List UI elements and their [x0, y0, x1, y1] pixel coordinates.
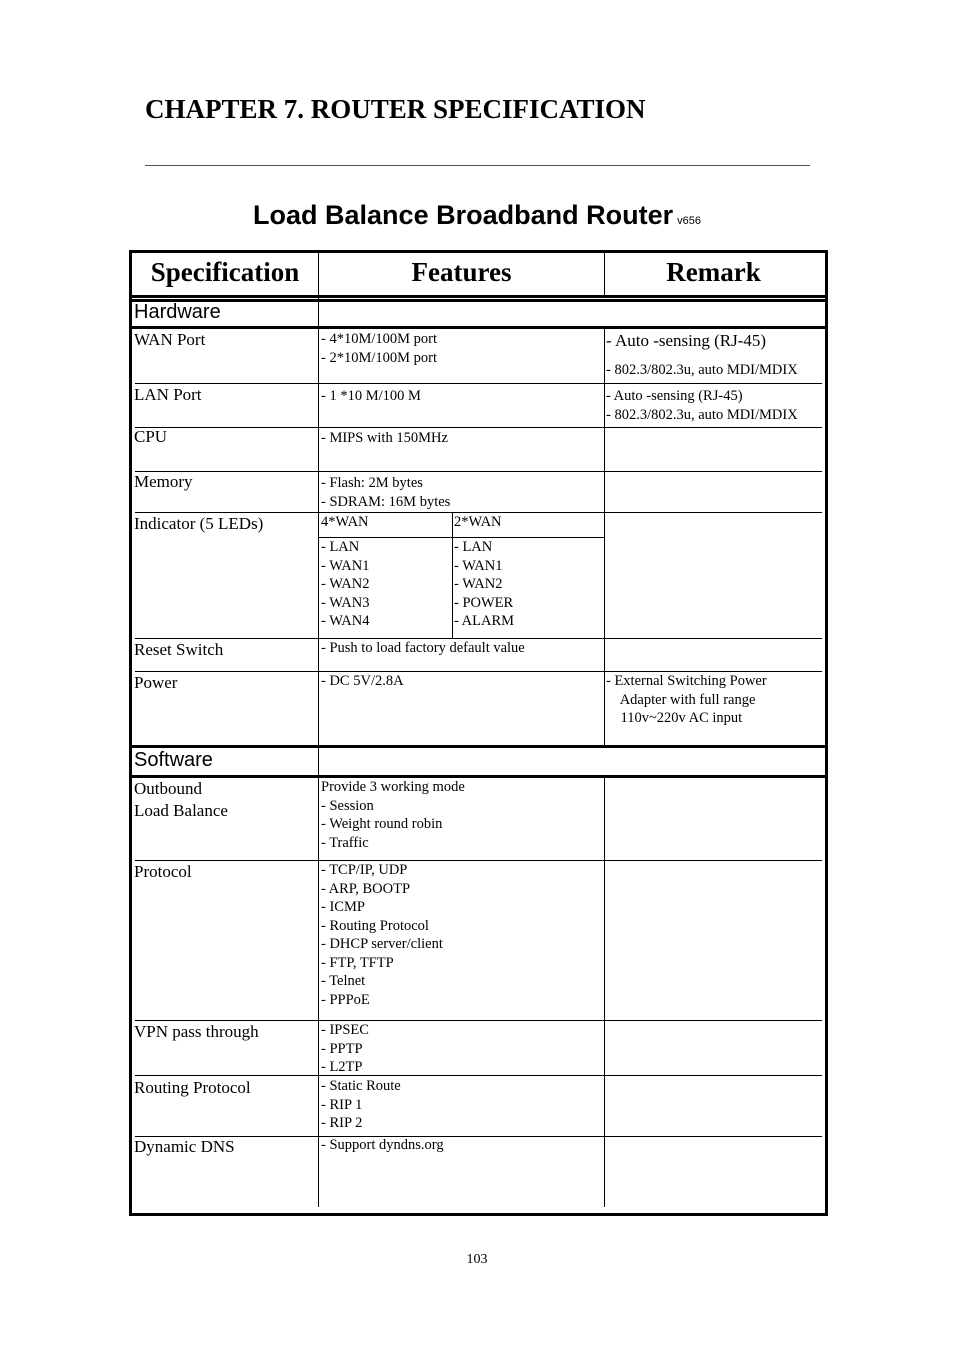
header-remark: Remark	[666, 257, 761, 287]
section-hardware: Hardware	[134, 301, 221, 323]
features-protocol: - TCP/IP, UDP - ARP, BOOTP - ICMP - Routing Protocol - DHCP server/client - FTP, TFTP - Telnet - PPPoE	[321, 862, 443, 1008]
chapter-title: CHAPTER 7. ROUTER SPECIFICATION	[145, 94, 646, 124]
row-rule	[135, 471, 822, 472]
indicator-header-4wan: 4*WAN	[321, 514, 369, 530]
header-features: Features	[411, 257, 512, 287]
spec-power: Power	[134, 673, 178, 692]
features-dynamic-dns: - Support dyndns.org	[321, 1137, 444, 1153]
features-lan-port: - 1 *10 M/100 M	[321, 388, 421, 404]
remark-wan-port-2: - 802.3/802.3u, auto MDI/MDIX	[606, 362, 798, 378]
row-rule	[135, 383, 822, 384]
col-divider-2b	[604, 326, 605, 745]
spec-wan-port: WAN Port	[134, 330, 206, 349]
indicator-header-2wan: 2*WAN	[454, 514, 502, 530]
product-title	[0, 200, 954, 231]
col-divider-2c	[604, 775, 605, 1207]
col-divider-1	[318, 253, 319, 1207]
spec-reset-switch: Reset Switch	[134, 640, 224, 659]
software-rule-bottom	[132, 775, 825, 778]
spec-memory: Memory	[134, 472, 193, 491]
spec-protocol: Protocol	[134, 862, 192, 881]
indicator-list-4wan: - LAN - WAN1 - WAN2 - WAN3 - WAN4	[321, 539, 370, 629]
spec-dynamic-dns: Dynamic DNS	[134, 1137, 235, 1156]
header-divider	[145, 165, 810, 166]
spec-outbound-load-balance: Outbound Load Balance	[134, 779, 228, 820]
row-rule	[135, 860, 822, 861]
product-name: Load Balance Broadband Router	[253, 200, 674, 230]
remark-wan-port-1: - Auto -sensing (RJ-45)	[606, 331, 767, 350]
header-rule-a	[132, 295, 825, 298]
spec-routing-protocol: Routing Protocol	[134, 1078, 251, 1097]
row-rule	[135, 1136, 822, 1137]
row-rule	[135, 1075, 822, 1076]
features-power: - DC 5V/2.8A	[321, 673, 404, 689]
product-version: v656	[677, 215, 701, 227]
header-rule-b	[132, 299, 825, 302]
features-vpn-pass-through: - IPSEC - PPTP - L2TP	[321, 1022, 369, 1075]
indicator-subdivider	[452, 512, 453, 638]
section-software: Software	[134, 749, 213, 771]
header-specification: Specification	[150, 257, 300, 287]
features-outbound-load-balance: Provide 3 working mode - Session - Weight round robin - Traffic	[321, 779, 465, 851]
features-wan-port: - 4*10M/100M port - 2*10M/100M port	[321, 331, 437, 366]
features-reset-switch: - Push to load factory default value	[321, 640, 525, 656]
spec-table	[129, 250, 828, 1216]
hardware-rule	[132, 326, 825, 329]
remark-power: - External Switching Power Adapter with full range 110v~220v AC input	[606, 673, 767, 726]
features-memory: - Flash: 2M bytes - SDRAM: 16M bytes	[321, 475, 451, 510]
indicator-list-2wan: - LAN - WAN1 - WAN2 - POWER - ALARM	[454, 539, 515, 629]
software-rule-top	[132, 745, 825, 748]
spec-lan-port: LAN Port	[134, 385, 202, 404]
remark-lan-port: - Auto -sensing (RJ-45) - 802.3/802.3u, auto MDI/MDIX	[606, 388, 798, 423]
row-rule	[135, 427, 822, 428]
spec-indicator: Indicator (5 LEDs)	[134, 514, 264, 533]
features-cpu: - MIPS with 150MHz	[321, 430, 448, 446]
spec-vpn-pass-through: VPN pass through	[134, 1022, 259, 1041]
features-routing-protocol: - Static Route - RIP 1 - RIP 2	[321, 1078, 401, 1131]
page-number: 103	[466, 1252, 488, 1267]
spec-cpu: CPU	[134, 427, 168, 446]
